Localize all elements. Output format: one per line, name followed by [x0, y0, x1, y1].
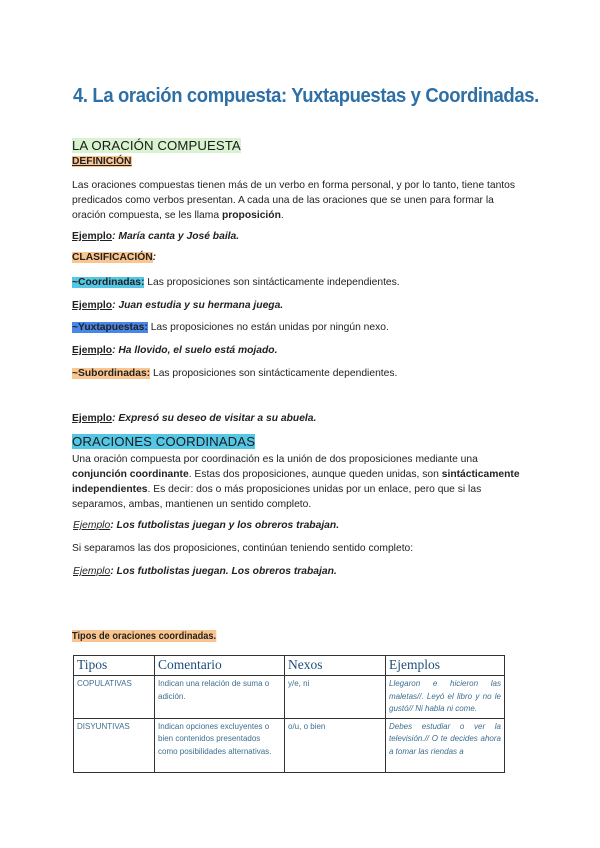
ejemplo-colon: :	[112, 345, 116, 356]
ejemplo-label: Ejemplo	[73, 566, 111, 577]
header-nexos: Nexos	[285, 656, 386, 676]
cell-comentario: Indican opciones excluyentes o bien contenidos presentados como posibilidades alternativas.	[155, 718, 285, 772]
coordinadas-text: Las proposiciones son sintácticamente independientes.	[144, 277, 400, 288]
yuxtapuestas-text: Las proposiciones no están unidas por ningún nexo.	[147, 322, 389, 333]
header-comentario: Comentario	[155, 656, 285, 676]
ejemplo-colon: :	[112, 300, 116, 311]
yuxtapuestas-label: ~Yuxtapuestas:	[72, 322, 148, 333]
ejemplo-label: Ejemplo	[73, 520, 111, 531]
definicion-end: .	[280, 210, 284, 221]
definicion-bold: proposición	[221, 210, 281, 221]
cell-nexos: y/e, ni	[285, 676, 386, 719]
subordinadas-text: Las proposiciones son sintácticamente dependientes.	[150, 368, 398, 379]
yuxtapuestas-row	[72, 320, 389, 335]
heading-oracion-compuesta: LA ORACIÓN COMPUESTA	[72, 138, 241, 153]
ejemplo-colon: :	[112, 413, 116, 424]
ejemplo-row-4	[72, 411, 316, 426]
subordinadas-label: ~Subordinadas:	[72, 368, 151, 379]
coordinadas-ejemplo-row-1	[73, 518, 339, 533]
clasificacion-row	[72, 252, 156, 263]
coordinadas-paragraph	[72, 452, 527, 512]
tipos-table	[73, 655, 505, 773]
ejemplo-text: : Los futbolistas juegan y los obreros trabajan.	[110, 520, 340, 531]
ejemplo-text: Ha llovido, el suelo está mojado.	[115, 345, 278, 356]
cell-comentario: Indican una relación de suma o adición.	[155, 676, 285, 719]
ejemplo-label: Ejemplo	[72, 300, 113, 311]
coordinadas-label: ~Coordinadas:	[72, 277, 145, 288]
header-ejemplos: Ejemplos	[386, 656, 505, 676]
ejemplo-label: Ejemplo	[72, 231, 113, 242]
tipos-heading: Tipos de oraciones coordinadas.	[72, 630, 217, 642]
ejemplo-row-1	[72, 229, 239, 244]
page-title: 4. La oración compuesta: Yuxtapuestas y Coordinadas.	[73, 84, 539, 107]
ejemplo-text: : Los futbolistas juegan. Los obreros trabajan.	[110, 566, 337, 577]
ejemplo-text: María canta y José baila.	[115, 231, 240, 242]
heading-coordinadas: ORACIONES COORDINADAS	[72, 434, 256, 449]
ejemplo-label: Ejemplo	[72, 345, 113, 356]
coordinadas-row	[72, 275, 400, 290]
coordinadas-p1-b: . Estas dos proposiciones, aunque queden unidas, son	[188, 469, 442, 480]
cell-tipo: DISYUNTIVAS	[74, 718, 155, 772]
table-header-row	[74, 656, 505, 676]
coordinadas-ejemplo-row-2	[73, 564, 337, 579]
clasificacion-label: CLASIFICACIÓN	[72, 252, 153, 263]
clasificacion-colon: :	[152, 252, 157, 263]
coordinadas-p1-bold1: conjunción coordinante	[72, 469, 189, 480]
definicion-paragraph	[72, 178, 527, 223]
coordinadas-p1-bold2: sintácticamente independientes	[72, 469, 520, 495]
ejemplo-row-3	[72, 343, 277, 358]
ejemplo-label: Ejemplo	[72, 413, 113, 424]
cell-tipo: COPULATIVAS	[74, 676, 155, 719]
ejemplo-colon: :	[112, 231, 116, 242]
definicion-label-row	[72, 156, 132, 167]
coordinadas-p1-c: . Es decir: dos o más proposiciones unidas por un enlace, pero que si las separamos, ambas, mantienen un sentido completo.	[72, 484, 482, 510]
cell-ejemplos: Debes estudiar o ver la televisión.// O te decides ahora a tomar las riendas a	[386, 718, 505, 772]
subordinadas-row	[72, 366, 397, 381]
table-row	[74, 676, 505, 719]
cell-nexos: o/u, o bien	[285, 718, 386, 772]
definicion-label: DEFINICIÓN	[72, 156, 132, 167]
coordinadas-p1-a: Una oración compuesta por coordinación es la unión de dos proposiciones mediante una	[72, 454, 478, 465]
cell-ejemplos: Llegaron e hicieron las maletas//. Leyó el libro y no le gustó// Ni habla ni come.	[386, 676, 505, 719]
coordinadas-p2: Si separamos las dos proposiciones, continúan teniendo sentido completo:	[72, 543, 414, 554]
definicion-text: Las oraciones compuestas tienen más de un verbo en forma personal, y por lo tanto, tiene tantos predicados como verbos presentan. A cada una de las oraciones que se unen para formar la oración compuesta, se les llama	[72, 180, 516, 221]
header-tipos: Tipos	[74, 656, 155, 676]
section-heading-oracion-compuesta	[72, 138, 241, 153]
section-heading-coordinadas	[72, 434, 255, 449]
table-row	[74, 718, 505, 772]
ejemplo-text: Expresó su deseo de visitar a su abuela.	[115, 413, 317, 424]
tipos-heading-row	[72, 626, 236, 644]
ejemplo-text: Juan estudia y su hermana juega.	[115, 300, 284, 311]
ejemplo-row-2	[72, 298, 283, 313]
